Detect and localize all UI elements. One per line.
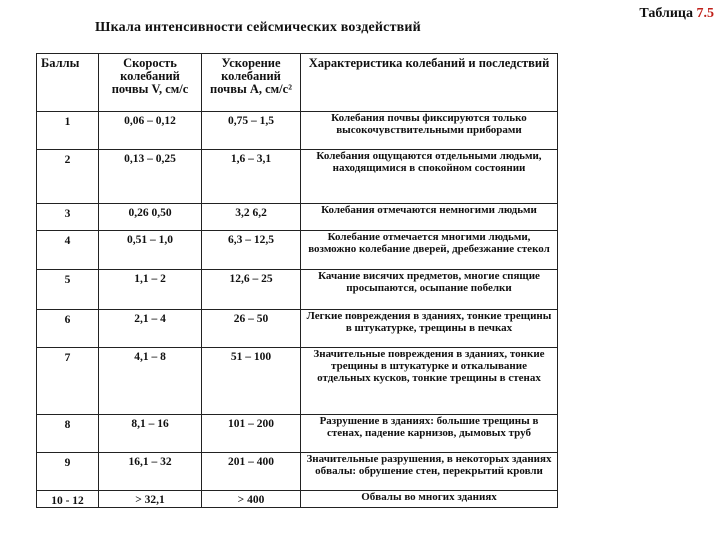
table-row [37,231,558,270]
cell-points: 4 [37,231,99,270]
cell-velocity: 0,06 – 0,12 [99,112,202,150]
cell-velocity: 0,26 0,50 [99,204,202,231]
header-acceleration: Ускорение колебаний почвы A, см/с² [202,54,301,112]
cell-description: Значительные повреждения в зданиях, тонкие трещины в штукатурке и откалывание отдельных кусков, тонкие трещины в стенах [301,348,558,415]
cell-acceleration: > 400 [202,491,301,508]
seismic-intensity-table [36,53,558,508]
table-label-prefix: Таблица [639,6,693,21]
cell-points: 10 - 12 [37,491,99,508]
cell-points: 2 [37,150,99,204]
cell-acceleration: 201 – 400 [202,453,301,491]
cell-acceleration: 1,6 – 3,1 [202,150,301,204]
table-row [37,310,558,348]
cell-points: 1 [37,112,99,150]
cell-acceleration: 12,6 – 25 [202,270,301,310]
cell-velocity: 0,51 – 1,0 [99,231,202,270]
cell-description: Обвалы во многих зданиях [301,491,558,508]
table-body [37,112,558,508]
table-row [37,453,558,491]
table-label-number: 7.5 [696,6,714,21]
table-header-row [37,54,558,112]
cell-velocity: 2,1 – 4 [99,310,202,348]
table-label [639,6,714,22]
cell-velocity: 4,1 – 8 [99,348,202,415]
table-row [37,204,558,231]
cell-description: Значительные разрушения, в некоторых зданиях обвалы: обрушение стен, перекрытий кровли [301,453,558,491]
cell-points: 5 [37,270,99,310]
cell-acceleration: 101 – 200 [202,415,301,453]
cell-description: Колебания отмечаются немногими людьми [301,204,558,231]
table-row [37,415,558,453]
table-row [37,270,558,310]
cell-acceleration: 51 – 100 [202,348,301,415]
page-title: Шкала интенсивности сейсмических воздействий [95,20,421,35]
table-row [37,112,558,150]
header-description: Характеристика колебаний и последствий [301,54,558,112]
table-row [37,348,558,415]
cell-points: 7 [37,348,99,415]
cell-points: 9 [37,453,99,491]
cell-velocity: 8,1 – 16 [99,415,202,453]
cell-description: Колебания почвы фиксируются только высокочувствительными приборами [301,112,558,150]
cell-acceleration: 6,3 – 12,5 [202,231,301,270]
cell-points: 3 [37,204,99,231]
table-row [37,150,558,204]
header-points: Баллы [37,54,99,112]
cell-velocity: > 32,1 [99,491,202,508]
cell-velocity: 16,1 – 32 [99,453,202,491]
cell-velocity: 0,13 – 0,25 [99,150,202,204]
cell-description: Разрушение в зданиях: большие трещины в стенах, падение карнизов, дымовых труб [301,415,558,453]
cell-description: Колебание отмечается многими людьми, возможно колебание дверей, дребезжание стекол [301,231,558,270]
cell-description: Качание висячих предметов, многие спящие просыпаются, осыпание побелки [301,270,558,310]
cell-velocity: 1,1 – 2 [99,270,202,310]
cell-acceleration: 26 – 50 [202,310,301,348]
table-row [37,491,558,508]
cell-points: 6 [37,310,99,348]
cell-acceleration: 0,75 – 1,5 [202,112,301,150]
header-velocity: Скорость колебаний почвы V, см/с [99,54,202,112]
cell-acceleration: 3,2 6,2 [202,204,301,231]
cell-description: Колебания ощущаются отдельными людьми, находящимися в спокойном состоянии [301,150,558,204]
cell-description: Легкие повреждения в зданиях, тонкие трещины в штукатурке, трещины в печках [301,310,558,348]
cell-points: 8 [37,415,99,453]
